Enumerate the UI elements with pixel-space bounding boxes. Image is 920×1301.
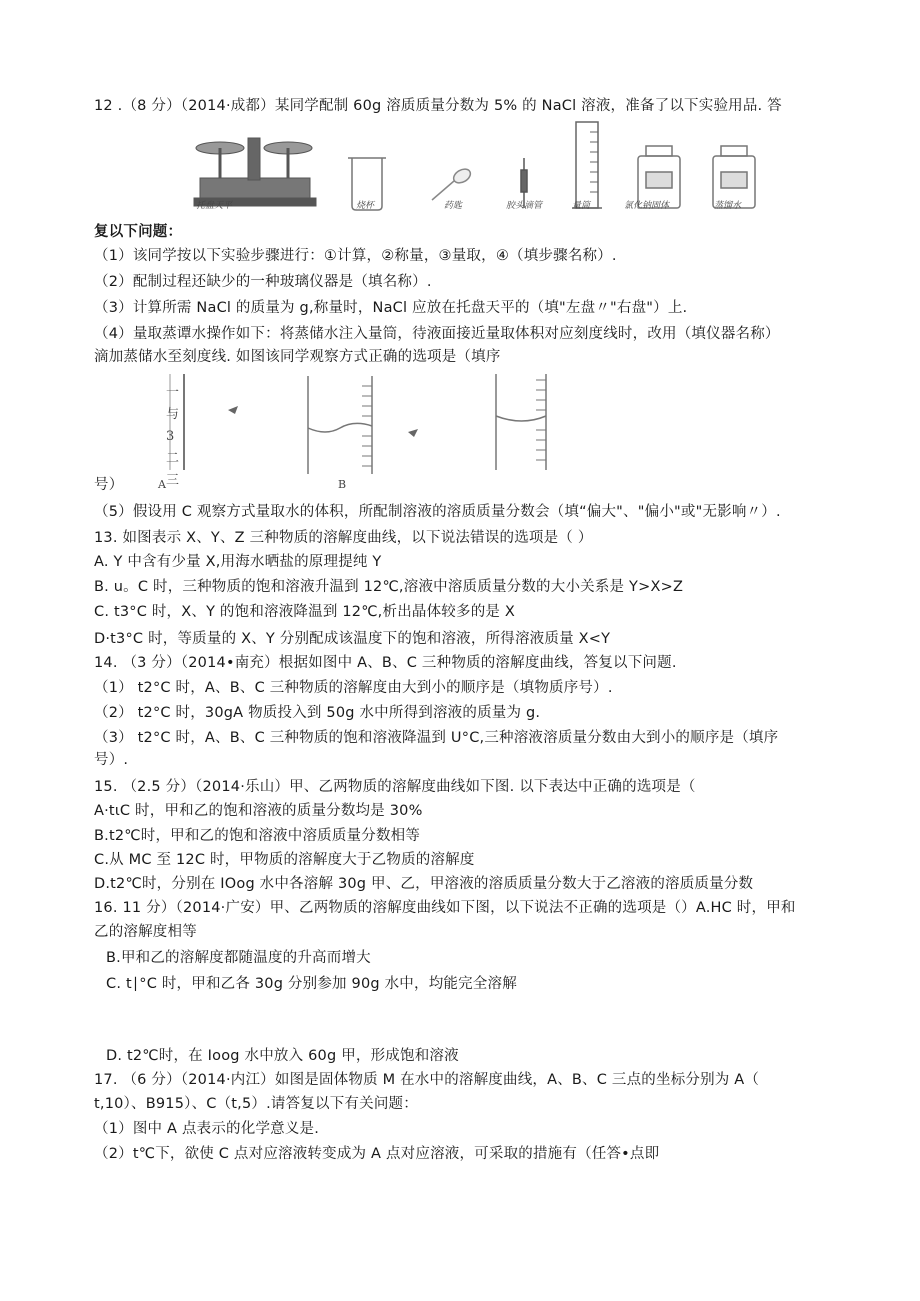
q16-option-d: D. t2℃时，在 Ioog 水中放入 60g 甲，形成饱和溶液 (106, 1048, 459, 1064)
equip-label-cylinder: 量筒 (572, 201, 591, 211)
q17-item-1: （1）图中 A 点表示的化学意义是. (94, 1121, 320, 1137)
q17-stem-cont: t,10）、B915）、C（t,5）.请答复以下有关问题： (94, 1096, 418, 1112)
q14-stem: 14. （3 分）（2014•南充）根据如图中 A、B、C 三种物质的溶解度曲线，答复以下问题. (94, 655, 677, 671)
q16-option-b: B.甲和乙的溶解度都随温度的升高而增大 (106, 950, 371, 966)
equip-label-nacl: 氯化钠固体 (624, 201, 670, 211)
cylinder-c (496, 374, 546, 470)
lab-equipment-figure (180, 118, 760, 218)
equip-label-balance: 托盘天平 (196, 201, 233, 211)
q12-item-1: （1）该同学按以下实验步骤进行：①计算，②称量，③量取，④（填步骤名称）. (94, 248, 617, 264)
eye-icon (408, 429, 418, 437)
q12-item-3: （3）计算所需 NaCl 的质量为 g,称量时，NaCl 应放在托盘天平的（填"左盘〃"右盘"）上. (94, 300, 688, 316)
q12-item-5: （5）假设用 C 观察方式量取水的体积，所配制溶液的溶质质量分数会（填“偏大"、"偏小"或"无影响〃）. (94, 504, 781, 520)
q12-intro: 12 .（8 分）（2014·成都）某同学配制 60g 溶质质量分数为 5% 的 NaCl 溶液，准备了以下实验用品. 答 (94, 98, 782, 114)
scale-marks: 一与3 二三 (166, 385, 180, 488)
q16-stem: 16. 11 分）（2014·广安）甲、乙两物质的溶解度曲线如下图，以下说法不正确的选项是（）A.HC 时，甲和 (94, 900, 796, 916)
cylinder-b (308, 376, 372, 474)
q12-item-4: （4）量取蒸谭水操作如下：将蒸储水注入量筒，待液面接近量取体积对应刻度线时，改用（填仪器名称） (94, 326, 780, 342)
q14-item-2: （2） t2°C 时，30gA 物质投入到 50g 水中所得到溶液的质量为 g. (94, 705, 541, 721)
graduated-cylinder-icon (572, 122, 602, 208)
q15-option-b: B.t2℃时，甲和乙的饱和溶液中溶质质量分数相等 (94, 828, 421, 844)
q15-option-d: D.t2℃时，分别在 IOog 水中各溶解 30g 甲、乙，甲溶液的溶质质量分数大于乙溶液的溶质质量分数 (94, 876, 754, 892)
q12-item-4-cont: 滴加蒸储水至刻度线. 如图该同学观察方式正确的选项是（填序 (94, 349, 501, 365)
cylinder-reading-figure (150, 370, 570, 495)
q16-stem-cont: 乙的溶解度相等 (94, 924, 197, 940)
q12-item-4-end: 号） (94, 477, 124, 493)
equip-label-dropper: 胶头滴管 (506, 201, 543, 211)
q13-option-a: A. Y 中含有少量 X,用海水晒盐的原理提纯 Y (94, 554, 382, 570)
q15-option-a: A·tιC 时，甲和乙的饱和溶液的质量分数均是 30% (94, 803, 423, 819)
q17-item-2: （2）t℃下，欲使 C 点对应溶液转变成为 A 点对应溶液，可采取的措施有（任答•点即 (94, 1146, 660, 1162)
q17-stem: 17. （6 分）（2014·内江）如图是固体物质 M 在水中的溶解度曲线，A、B、C 三点的坐标分别为 A（ (94, 1072, 760, 1088)
q14-item-3: （3） t2°C 时，A、B、C 三种物质的饱和溶液降温到 U°C,三种溶液溶质量分数由大到小的顺序是（填序 (94, 730, 779, 746)
equip-label-beaker: 烧杯 (356, 201, 375, 211)
q14-item-1: （1） t2°C 时，A、B、C 三种物质的溶解度由大到小的顺序是（填物质序号）. (94, 680, 613, 696)
eye-icon (228, 406, 238, 414)
q16-option-c: C. t∣°C 时，甲和乙各 30g 分别参加 90g 水中，均能完全溶解 (106, 976, 517, 992)
figure-label-a: A (158, 478, 166, 491)
q12-prompt: 复以下问题： (94, 224, 183, 240)
q14-item-3-cont: 号）. (94, 752, 129, 768)
q13-stem: 13. 如图表示 X、Y、Z 三种物质的溶解度曲线，以下说法错误的选项是（ ） (94, 530, 593, 546)
equip-label-water: 蒸馏水 (714, 201, 742, 211)
balance-icon (194, 138, 316, 206)
q15-stem: 15. （2.5 分）（2014·乐山）甲、乙两物质的溶解度曲线如下图. 以下表达中正确的选项是（ (94, 779, 696, 795)
figure-label-b: B (338, 478, 347, 491)
q13-option-b: B. u。C 时，三种物质的饱和溶液升温到 12℃,溶液中溶质质量分数的大小关系是 Y>X>Z (94, 579, 684, 595)
equip-label-spoon: 药匙 (444, 201, 463, 211)
q13-option-c: C. t3°C 时，X、Y 的饱和溶液降温到 12℃,析出晶体较多的是 X (94, 604, 516, 620)
spoon-icon (432, 166, 473, 200)
q12-item-2: （2）配制过程还缺少的一种玻璃仪器是（填名称）. (94, 274, 432, 290)
q13-option-d: D·t3°C 时，等质量的 X、Y 分别配成该温度下的饱和溶液，所得溶液质量 X<Y (94, 631, 611, 647)
q15-option-c: C.从 MC 至 12C 时，甲物质的溶解度大于乙物质的溶解度 (94, 852, 475, 868)
